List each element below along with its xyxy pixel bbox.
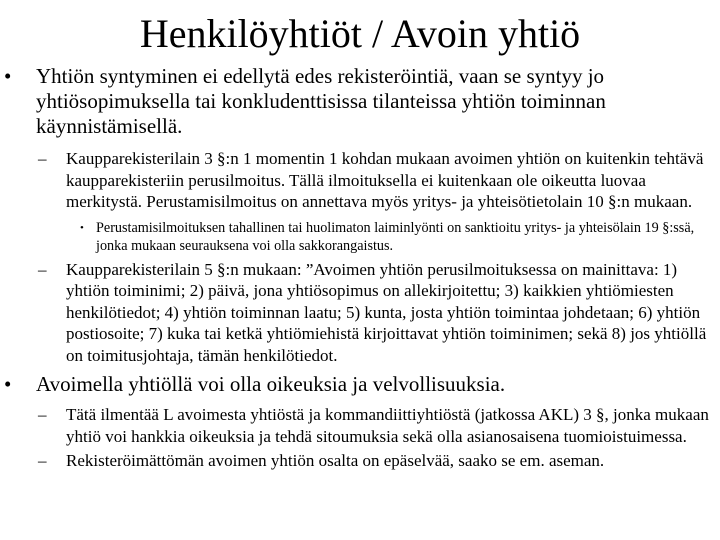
bullet-text: Yhtiön syntyminen ei edellytä edes rekisteröintiä, vaan se syntyy jo yhtiösopimuksella tai konkludenttisissa tilanteissa yhtiön toiminnan käynnistämisellä.: [36, 64, 606, 138]
sub-sub-bullet-text: Perustamisilmoituksen tahallinen tai huolimaton laiminlyönti on sanktioitu yritys- ja yhteisölain 19 §:ssä, jonka mukaan seurauksena voi olla sakkorangaistus.: [96, 219, 695, 254]
sub-bullet-unregistered: [38, 450, 710, 472]
bullet-formation: [4, 64, 708, 139]
slide-body: [0, 64, 720, 472]
sub-bullet-text: Tätä ilmentää L avoimesta yhtiöstä ja kommandiittiyhtiöstä (jatkossa AKL) 3 §, jonka mukaan yhtiö voi hankkia oikeuksia ja tehdä sitoumuksia sekä olla asianosaisena tuomioistuimessa.: [66, 405, 709, 446]
dash-marker: –: [38, 259, 47, 279]
sub-bullet-registration: [38, 148, 710, 213]
sub-bullet-text: Rekisteröimättömän avoimen yhtiön osalta on epäselvää, saako se em. aseman.: [66, 451, 605, 470]
dash-marker: –: [38, 405, 47, 424]
bullet-marker: •: [4, 372, 12, 396]
bullet-text: Avoimella yhtiöllä voi olla oikeuksia ja velvollisuuksia.: [36, 372, 506, 396]
sub-bullet-text: Kaupparekisterilain 5 §:n mukaan: ”Avoimen yhtiön perusilmoituksessa on mainittava: 1) yhtiön toiminimi; 2) päivä, jona yhtiösopimus on allekirjoitettu; 3) kaikkien yhtiömiesten henkilötiedot; 4) yhtiön toiminnan laatu; 5) kunta, josta yhtiön toimintaa johdetaan; 6) yhtiön postiosoite; 7) kuka tai ketkä yhtiömiehistä kirjoittavat yhtiön toiminimen; sekä 8) jos yhtiöllä on toimitusjohtaja, tämän henkilötiedot.: [66, 259, 707, 365]
bullet-marker: •: [4, 64, 12, 88]
sub-sub-bullet-sanction: [80, 219, 708, 255]
dash-marker: –: [38, 149, 47, 168]
bullet-marker: •: [80, 221, 84, 234]
sub-bullet-notice-contents: [38, 259, 710, 367]
sub-bullet-text: Kaupparekisterilain 3 §:n 1 momentin 1 kohdan mukaan avoimen yhtiön on kuitenkin tehtävä kaupparekisteriin perusilmoitus. Tällä ilmoituksella ei kuitenkaan ole oikeutta luovaa merkitystä. Perustamisilmoitus on annettava myös yritys- ja yhteisötietolain 10 §:n mukaan.: [66, 149, 704, 211]
bullet-rights: [4, 372, 708, 397]
slide-title: Henkilöyhtiöt / Avoin yhtiö: [139, 11, 581, 56]
sub-bullet-akl: [38, 404, 710, 447]
dash-marker: –: [38, 451, 47, 470]
